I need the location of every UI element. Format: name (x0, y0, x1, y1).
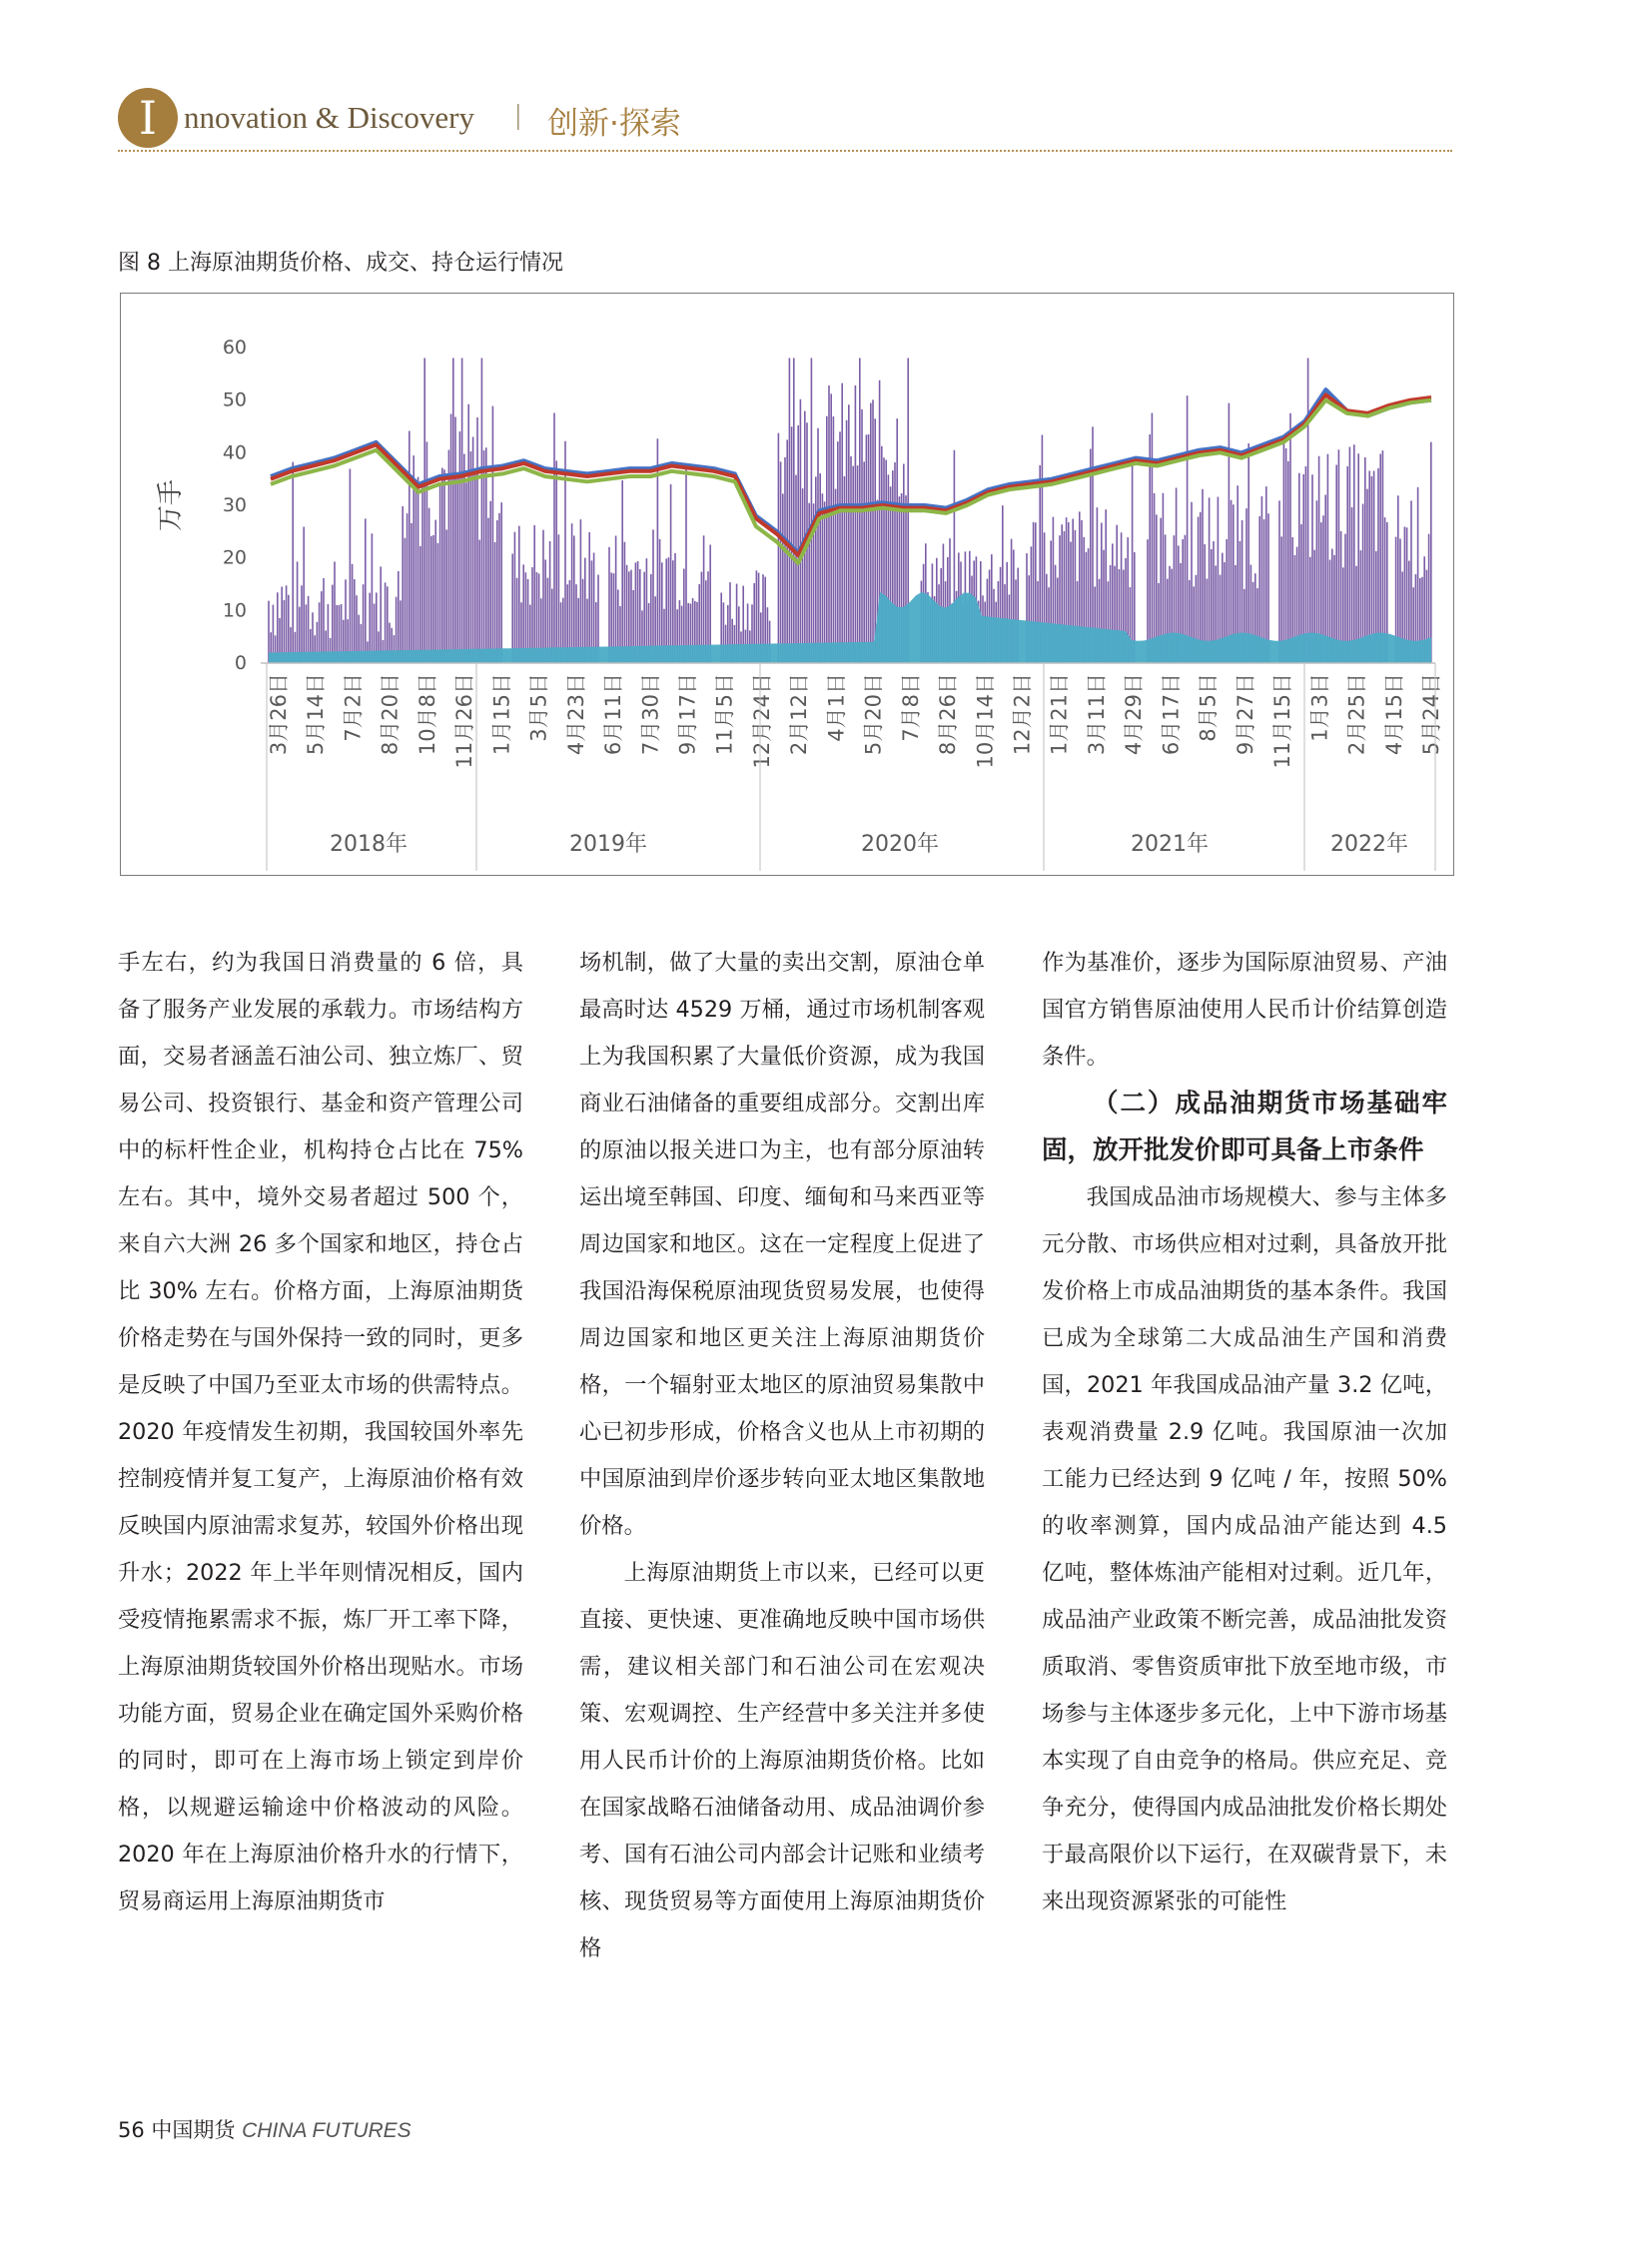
x-tick-label: 5月20日 (861, 673, 886, 756)
section-logo: I (118, 88, 178, 148)
page-footer (118, 2114, 412, 2144)
x-tick-label: 9月17日 (675, 673, 700, 756)
page-header (118, 88, 1452, 154)
x-tick-label: 9月27日 (1233, 673, 1257, 756)
section-title-en: nnovation & Discovery (184, 100, 475, 135)
text-column-1 (118, 940, 523, 1925)
x-tick-label: 3月5日 (526, 673, 551, 742)
year-label: 2020年 (861, 832, 939, 857)
section-heading: （二）成品油期货市场基础牢固，放开批发价即可具备上市条件 (1042, 1089, 1447, 1165)
chart-frame (120, 293, 1454, 876)
journal-name-cn: 中国期货 (151, 2118, 236, 2142)
header-separator: | (515, 100, 521, 131)
text-column-2 (579, 940, 985, 1972)
x-tick-label: 1月21日 (1047, 673, 1072, 756)
x-tick-label: 7月2日 (341, 673, 366, 742)
paragraph: 作为基准价，逐步为国际原油贸易、产油国官方销售原油使用人民币计价结算创造条件。 (1042, 950, 1447, 1070)
x-tick-label: 8月26日 (936, 673, 961, 756)
figure-caption: 图 8 上海原油期货价格、成交、持仓运行情况 (118, 251, 563, 276)
y-tick-label: 60 (222, 337, 247, 359)
x-tick-label: 4月15日 (1381, 673, 1406, 756)
x-tick-label: 4月23日 (563, 673, 588, 756)
y-tick-label: 30 (222, 494, 247, 516)
y-tick-label: 40 (222, 441, 247, 464)
x-tick-label: 11月26日 (452, 673, 477, 769)
paragraph: 手左右，约为我国日消费量的 6 倍，具备了服务产业发展的承载力。市场结构方面，交易者涵盖石油公司、独立炼厂、贸易公司、投资银行、基金和资产管理公司中的标杆性企业，机构持仓占比在 75% 左右。其中，境外交易者超过 500 个，来自六大洲 26 多个国家和地区，持仓占比 30% 左右。价格方面，上海原油期货价格走势在与国外保持一致的同时，更多是反映了中国乃至亚太市场的供需特点。2020 年疫情发生初期，我国较国外率先控制疫情并复工复产，上海原油价格有效反映国内原油需求复苏，较国外价格出现升水；2022 年上半年则情况相反，国内受疫情拖累需求不振，炼厂开工率下降，上海原油期货较国外价格出现贴水。市场功能方面，贸易企业在确定国外采购价格的同时，即可在上海市场上锁定到岸价格，以规避运输途中价格波动的风险。2020 年在上海原油价格升水的行情下，贸易商运用上海原油期货市 (118, 950, 523, 1914)
paragraph: 我国成品油市场规模大、参与主体多元分散、市场供应相对过剩，具备放开批发价格上市成品油期货的基本条件。我国已成为全球第二大成品油生产国和消费国，2021 年我国成品油产量 3.2 亿吨，表观消费量 2.9 亿吨。我国原油一次加工能力已经达到 9 亿吨 / 年，按照 50% 的收率测算，国内成品油产能达到 4.5 亿吨，整体炼油产能相对过剩。近几年，成品油产业政策不断完善，成品油批发资质取消、零售资质审批下放至地市级，市场参与主体逐步多元化，上中下游市场基本实现了自由竞争的格局。供应充足、竞争充分，使得国内成品油批发价格长期处于最高限价以下运行，在双碳背景下，未来出现资源紧张的可能性 (1042, 1184, 1447, 1914)
x-tick-label: 5月14日 (304, 673, 329, 756)
y-tick-label: 50 (222, 388, 247, 411)
x-tick-label: 11月15日 (1270, 673, 1295, 769)
year-label: 2022年 (1330, 832, 1408, 857)
y-axis-label: 万手 (156, 478, 186, 532)
x-tick-label: 1月3日 (1307, 673, 1332, 742)
x-tick-label: 6月11日 (601, 673, 625, 756)
x-tick-label: 5月24日 (1419, 673, 1443, 756)
x-tick-label: 6月17日 (1159, 673, 1184, 756)
y-tick-label: 0 (234, 652, 247, 674)
y-tick-label: 10 (222, 599, 247, 622)
x-tick-label: 12月24日 (749, 673, 774, 769)
journal-name-en: CHINA FUTURES (242, 2119, 412, 2142)
x-tick-label: 4月29日 (1122, 673, 1147, 756)
price-volume-chart (121, 294, 1453, 875)
x-tick-label: 1月15日 (489, 673, 514, 756)
text-column-3 (1042, 940, 1447, 1925)
x-tick-label: 11月5日 (712, 673, 737, 756)
x-tick-label: 10月14日 (973, 673, 998, 769)
section-title-cn: 创新·探索 (547, 106, 681, 142)
page-number: 56 (118, 2118, 145, 2142)
x-tick-label: 4月1日 (824, 673, 849, 742)
header-rule (118, 150, 1452, 152)
x-tick-label: 3月26日 (267, 673, 291, 756)
x-tick-label: 12月2日 (1010, 673, 1035, 756)
x-tick-label: 7月8日 (898, 673, 923, 742)
x-tick-label: 2月12日 (787, 673, 812, 756)
x-tick-label: 8月5日 (1196, 673, 1221, 742)
year-label: 2021年 (1131, 832, 1209, 857)
x-tick-label: 7月30日 (638, 673, 663, 756)
year-label: 2019年 (569, 832, 647, 857)
year-label: 2018年 (330, 832, 408, 857)
x-tick-label: 2月25日 (1344, 673, 1369, 756)
paragraph: 场机制，做了大量的卖出交割，原油仓单最高时达 4529 万桶，通过市场机制客观上为我国积累了大量低价资源，成为我国商业石油储备的重要组成部分。交割出库的原油以报关进口为主，也有部分原油转运出境至韩国、印度、缅甸和马来西亚等周边国家和地区。这在一定程度上促进了我国沿海保税原油现货贸易发展，也使得周边国家和地区更关注上海原油期货价格，一个辐射亚太地区的原油贸易集散中心已初步形成，价格含义也从上市初期的中国原油到岸价逐步转向亚太地区集散地价格。 (579, 950, 985, 1539)
x-tick-label: 10月8日 (414, 673, 439, 756)
y-tick-label: 20 (222, 546, 247, 569)
x-tick-label: 8月20日 (378, 673, 403, 756)
paragraph: 上海原油期货上市以来，已经可以更直接、更快速、更准确地反映中国市场供需，建议相关部门和石油公司在宏观决策、宏观调控、生产经营中多关注并多使用人民币计价的上海原油期货价格。比如在国家战略石油储备动用、成品油调价参考、国有石油公司内部会计记账和业绩考核、现货贸易等方面使用上海原油期货价格 (579, 1560, 985, 1961)
x-tick-label: 3月11日 (1085, 673, 1109, 756)
